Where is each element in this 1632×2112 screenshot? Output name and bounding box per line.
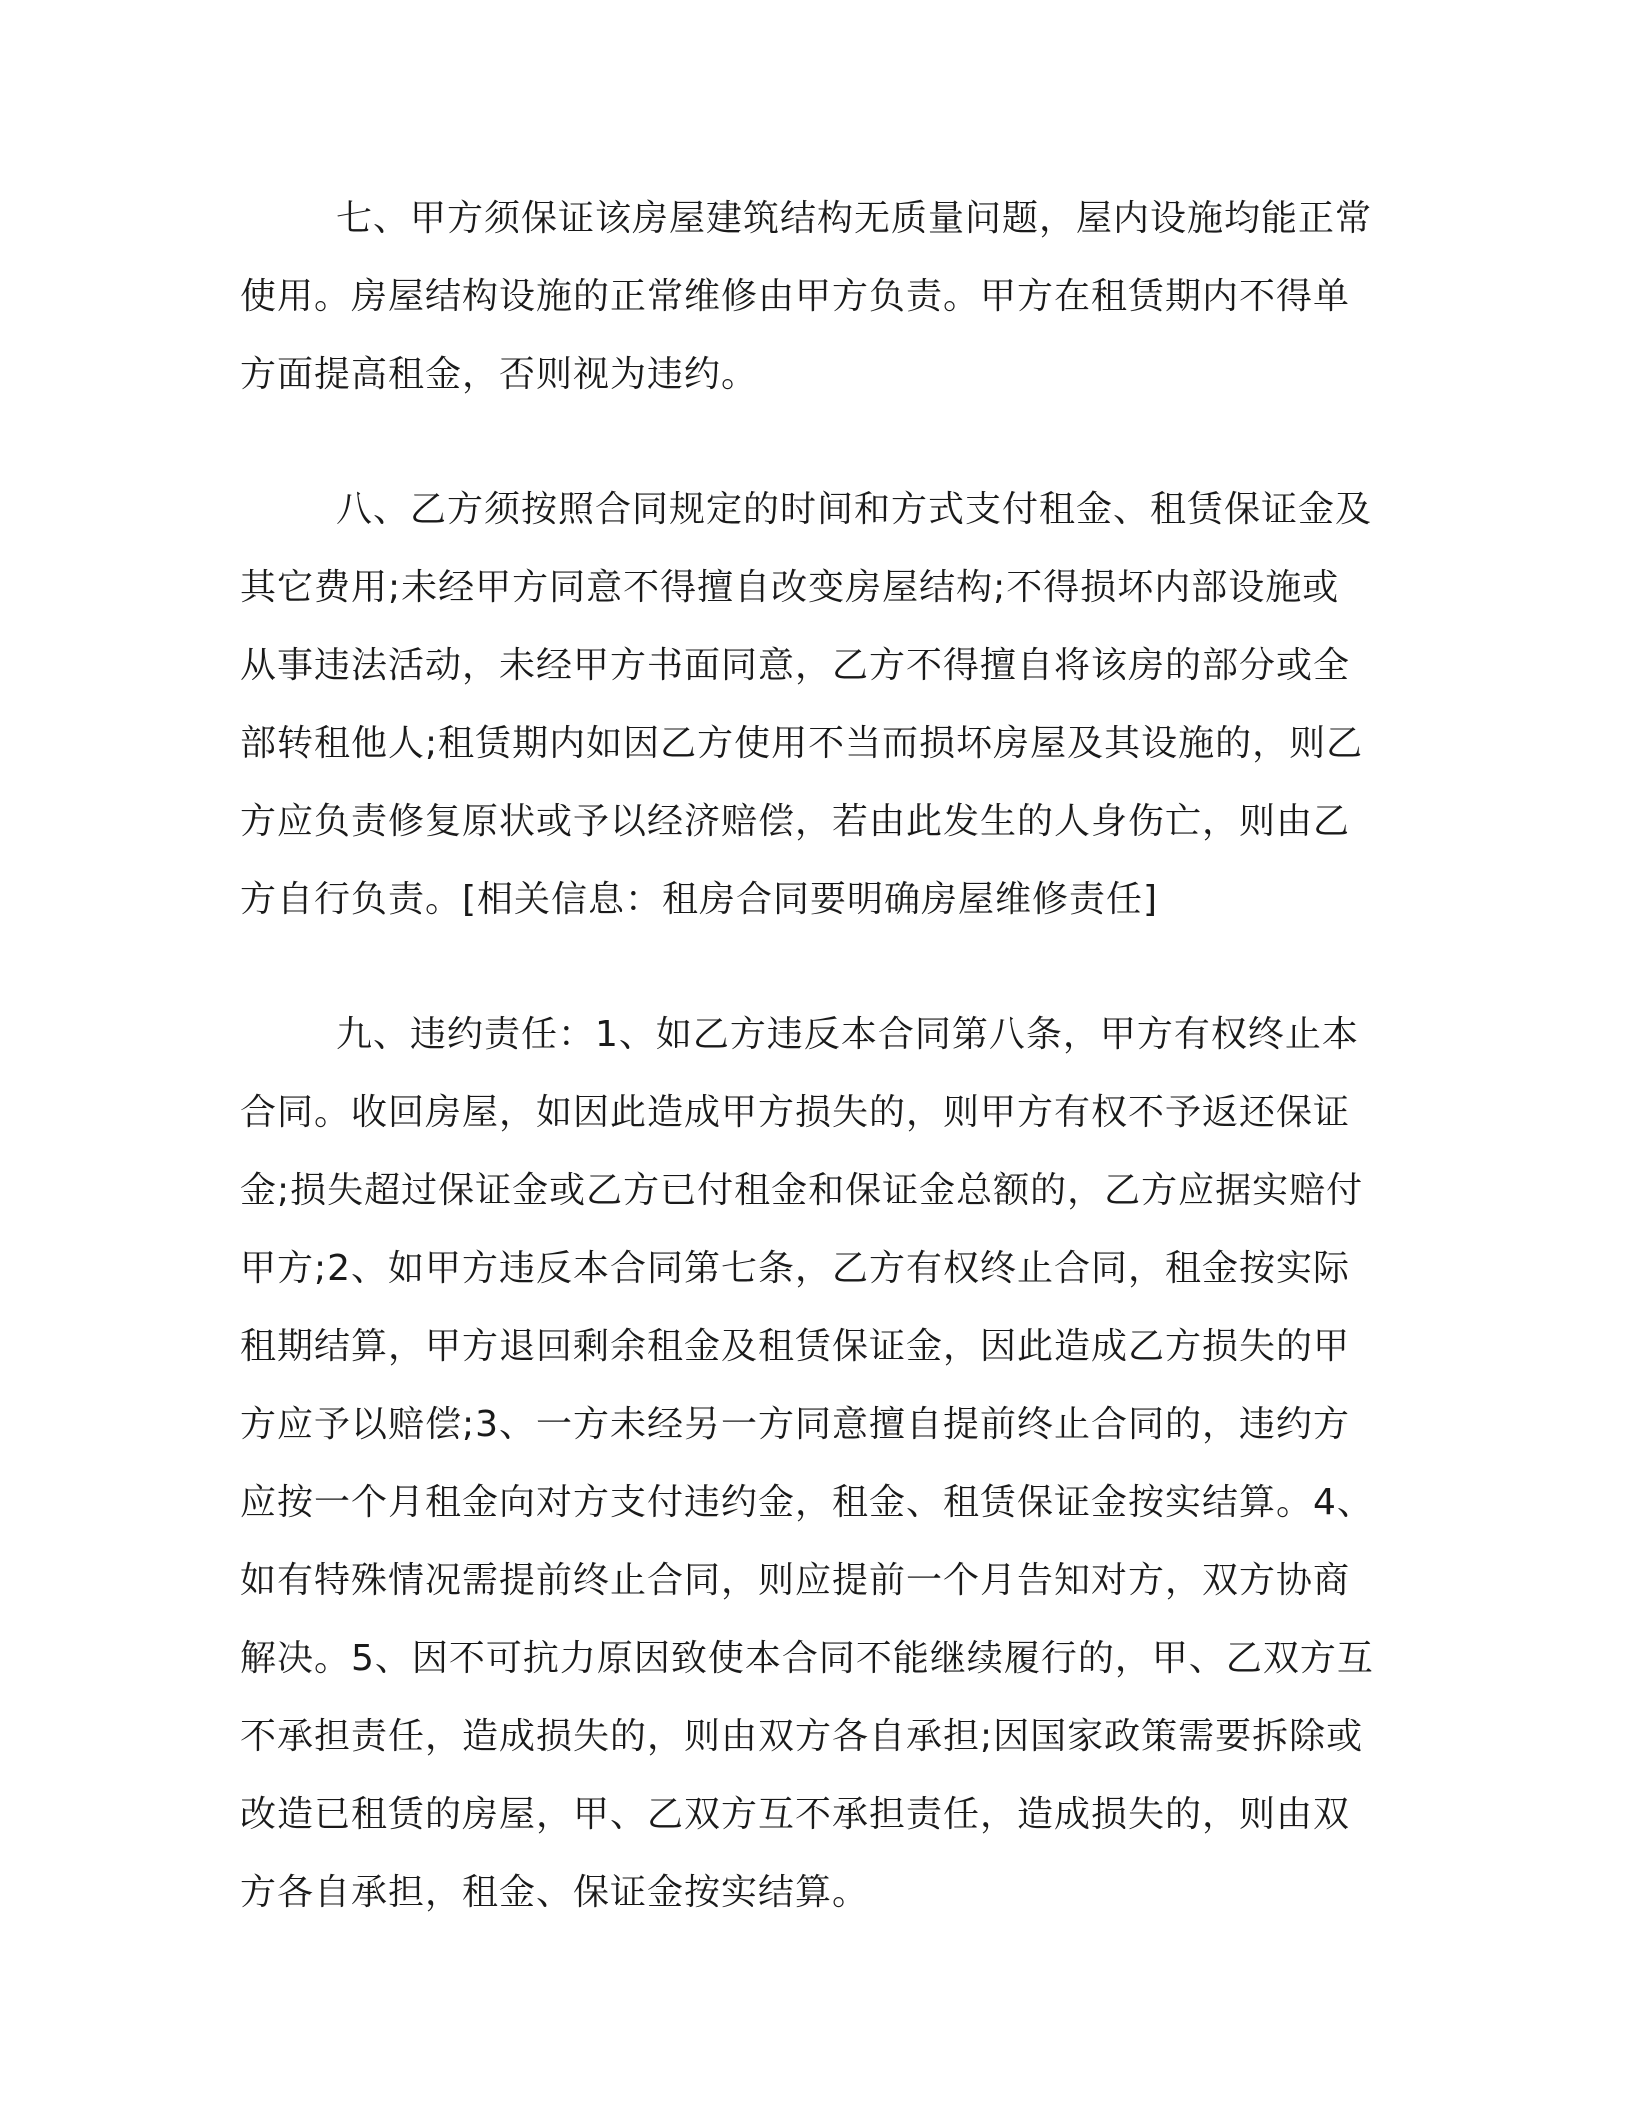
clause-9-line-10: 不承担责任，造成损失的，则由双方各自承担;因国家政策需要拆除或 xyxy=(240,1716,1364,1757)
clause-7-line-3: 方面提高租金，否则视为违约。 xyxy=(240,354,759,395)
clause-7 xyxy=(240,180,1376,414)
clause-9-line-4: 甲方;2、如甲方违反本合同第七条，乙方有权终止合同，租金按实际 xyxy=(240,1248,1351,1289)
clause-9-line-9: 解决。5、因不可抗力原因致使本合同不能继续履行的，甲、乙双方互 xyxy=(240,1638,1374,1679)
clause-9-line-3: 金;损失超过保证金或乙方已付租金和保证金总额的，乙方应据实赔付 xyxy=(240,1170,1364,1211)
clause-9-line-5: 租期结算，甲方退回剩余租金及租赁保证金，因此造成乙方损失的甲 xyxy=(240,1326,1351,1367)
clause-9-line-2: 合同。收回房屋，如因此造成甲方损失的，则甲方有权不予返还保证 xyxy=(240,1092,1351,1133)
clause-8-line-1: 八、乙方须按照合同规定的时间和方式支付租金、租赁保证金及 xyxy=(336,489,1373,530)
clause-7-line-2: 使用。房屋结构设施的正常维修由甲方负责。甲方在租赁期内不得单 xyxy=(240,276,1351,317)
clause-9-line-6: 方应予以赔偿;3、一方未经另一方同意擅自提前终止合同的，违约方 xyxy=(240,1404,1351,1445)
clause-8-line-5: 应负责修复原状或予以经济赔偿，若由此发生的人身伤亡，则由乙方 xyxy=(240,801,1351,920)
clause-8-line-6: 自行负责。[相关信息：租房合同要明确房屋维修责任] xyxy=(277,879,1159,920)
clause-9-line-7: 应按一个月租金向对方支付违约金，租金、租赁保证金按实结算。4、 xyxy=(240,1482,1374,1523)
clause-9 xyxy=(240,996,1376,1932)
clause-8-line-4: 转租他人;租赁期内如因乙方使用不当而损坏房屋及其设施的，则乙方 xyxy=(240,723,1364,842)
clause-8-line-2: 其它费用;未经甲方同意不得擅自改变房屋结构;不得损坏内部设施或从 xyxy=(240,567,1340,686)
clause-9-line-1: 九、违约责任：1、如乙方违反本合同第八条，甲方有权终止本 xyxy=(336,1014,1359,1055)
clause-7-line-1: 七、甲方须保证该房屋建筑结构无质量问题，屋内设施均能正常 xyxy=(336,198,1373,239)
clause-9-line-11: 改造已租赁的房屋，甲、乙双方互不承担责任，造成损失的，则由双 xyxy=(240,1794,1351,1835)
clause-8 xyxy=(240,471,1376,939)
clause-9-line-12: 方各自承担，租金、保证金按实结算。 xyxy=(240,1872,870,1913)
document-body xyxy=(240,180,1376,1989)
clause-9-line-8: 如有特殊情况需提前终止合同，则应提前一个月告知对方，双方协商 xyxy=(240,1560,1351,1601)
clause-8-line-3: 事违法活动，未经甲方书面同意，乙方不得擅自将该房的部分或全部 xyxy=(240,645,1351,764)
